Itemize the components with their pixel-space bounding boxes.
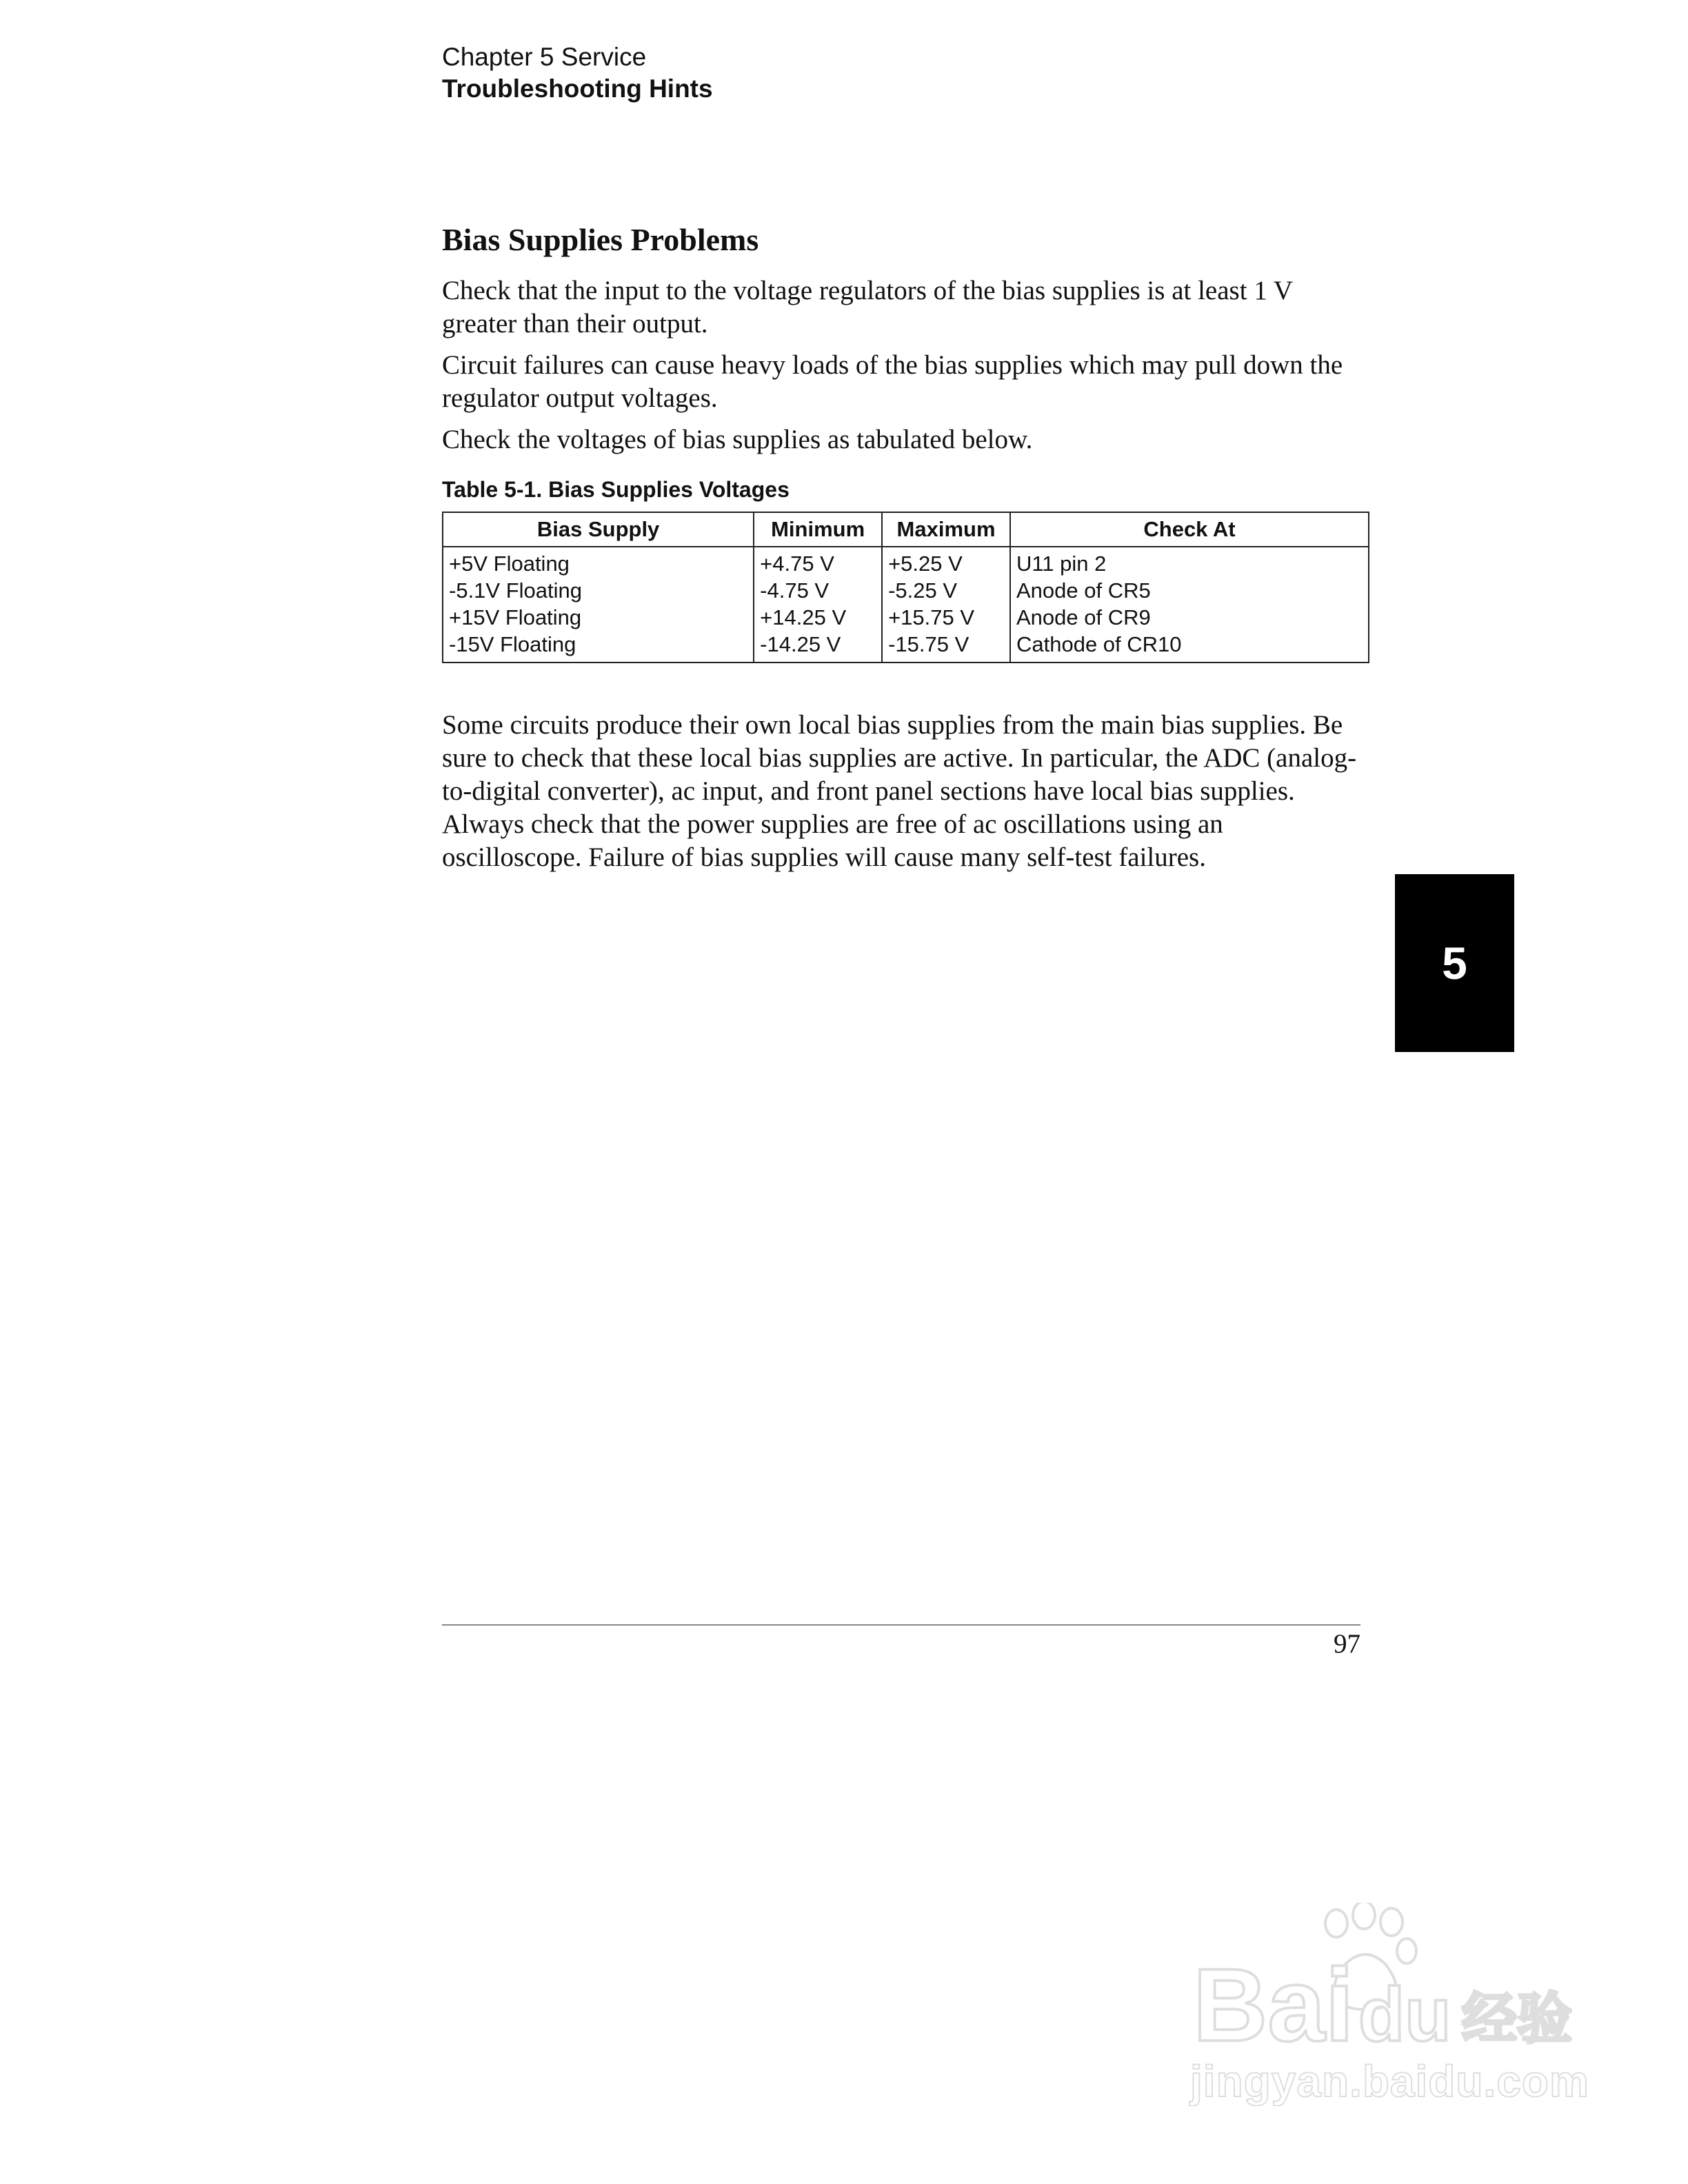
table-header-row [443, 512, 1369, 547]
bias-supplies-table [442, 512, 1369, 663]
table-cell: -4.75 V [754, 577, 882, 604]
table-cell: +4.75 V [754, 547, 882, 577]
svg-text:du: du [1358, 1972, 1451, 2054]
table-cell: +15.75 V [882, 604, 1010, 631]
footer-divider [442, 1624, 1360, 1626]
svg-text:经验: 经验 [1462, 1988, 1572, 2050]
chapter-tab [1395, 874, 1514, 1052]
chapter-title: Chapter 5 Service [442, 43, 647, 71]
table-row [443, 631, 1369, 663]
table-cell: -14.25 V [754, 631, 882, 663]
table-cell: -15.75 V [882, 631, 1010, 663]
paragraph-3: Check the voltages of bias supplies as tabulated below. [442, 425, 1033, 454]
running-header [442, 41, 713, 105]
table-cell: +5.25 V [882, 547, 1010, 577]
table-cell: +5V Floating [443, 547, 754, 577]
svg-text:Bai: Bai [1193, 1947, 1354, 2054]
baidu-paw-logo-icon [1186, 1903, 1572, 2054]
section-heading: Bias Supplies Problems [442, 222, 759, 257]
table-cell: Cathode of CR10 [1010, 631, 1369, 663]
section-title: Troubleshooting Hints [442, 74, 713, 103]
main-content [442, 219, 1369, 882]
column-header-minimum: Minimum [754, 512, 882, 547]
paragraph-2: Circuit failures can cause heavy loads of the bias supplies which may pull down the regulator output voltages. [442, 350, 1343, 413]
table-row [443, 577, 1369, 604]
watermark-domain: jingyan.baidu.com [1190, 2056, 1589, 2106]
table-cell: +14.25 V [754, 604, 882, 631]
table-row [443, 547, 1369, 577]
table-row [443, 604, 1369, 631]
paragraph-1: Check that the input to the voltage regulators of the bias supplies is at least 1 V greater than their output. [442, 276, 1293, 338]
column-header-maximum: Maximum [882, 512, 1010, 547]
table-caption: Table 5-1. Bias Supplies Voltages [442, 477, 790, 502]
table-cell: Anode of CR9 [1010, 604, 1369, 631]
table-cell: -5.1V Floating [443, 577, 754, 604]
paragraph-4: Some circuits produce their own local bias supplies from the main bias supplies. Be sure to check that these local bias supplies are active. In particular, the ADC (analog-to-digital converter), ac input, and front panel sections have local bias supplies. Always check that the power supplies are free of ac oscillations using an oscilloscope. Failure of bias supplies will cause many self-test failures. [442, 710, 1357, 872]
column-header-bias-supply: Bias Supply [443, 512, 754, 547]
table-cell: U11 pin 2 [1010, 547, 1369, 577]
page-number: 97 [1334, 1629, 1360, 1659]
table-cell: -5.25 V [882, 577, 1010, 604]
table-cell: Anode of CR5 [1010, 577, 1369, 604]
table-cell: +15V Floating [443, 604, 754, 631]
table-cell: -15V Floating [443, 631, 754, 663]
column-header-check-at: Check At [1010, 512, 1369, 547]
chapter-tab-number: 5 [1442, 938, 1467, 989]
baidu-watermark [1186, 1903, 1589, 2110]
